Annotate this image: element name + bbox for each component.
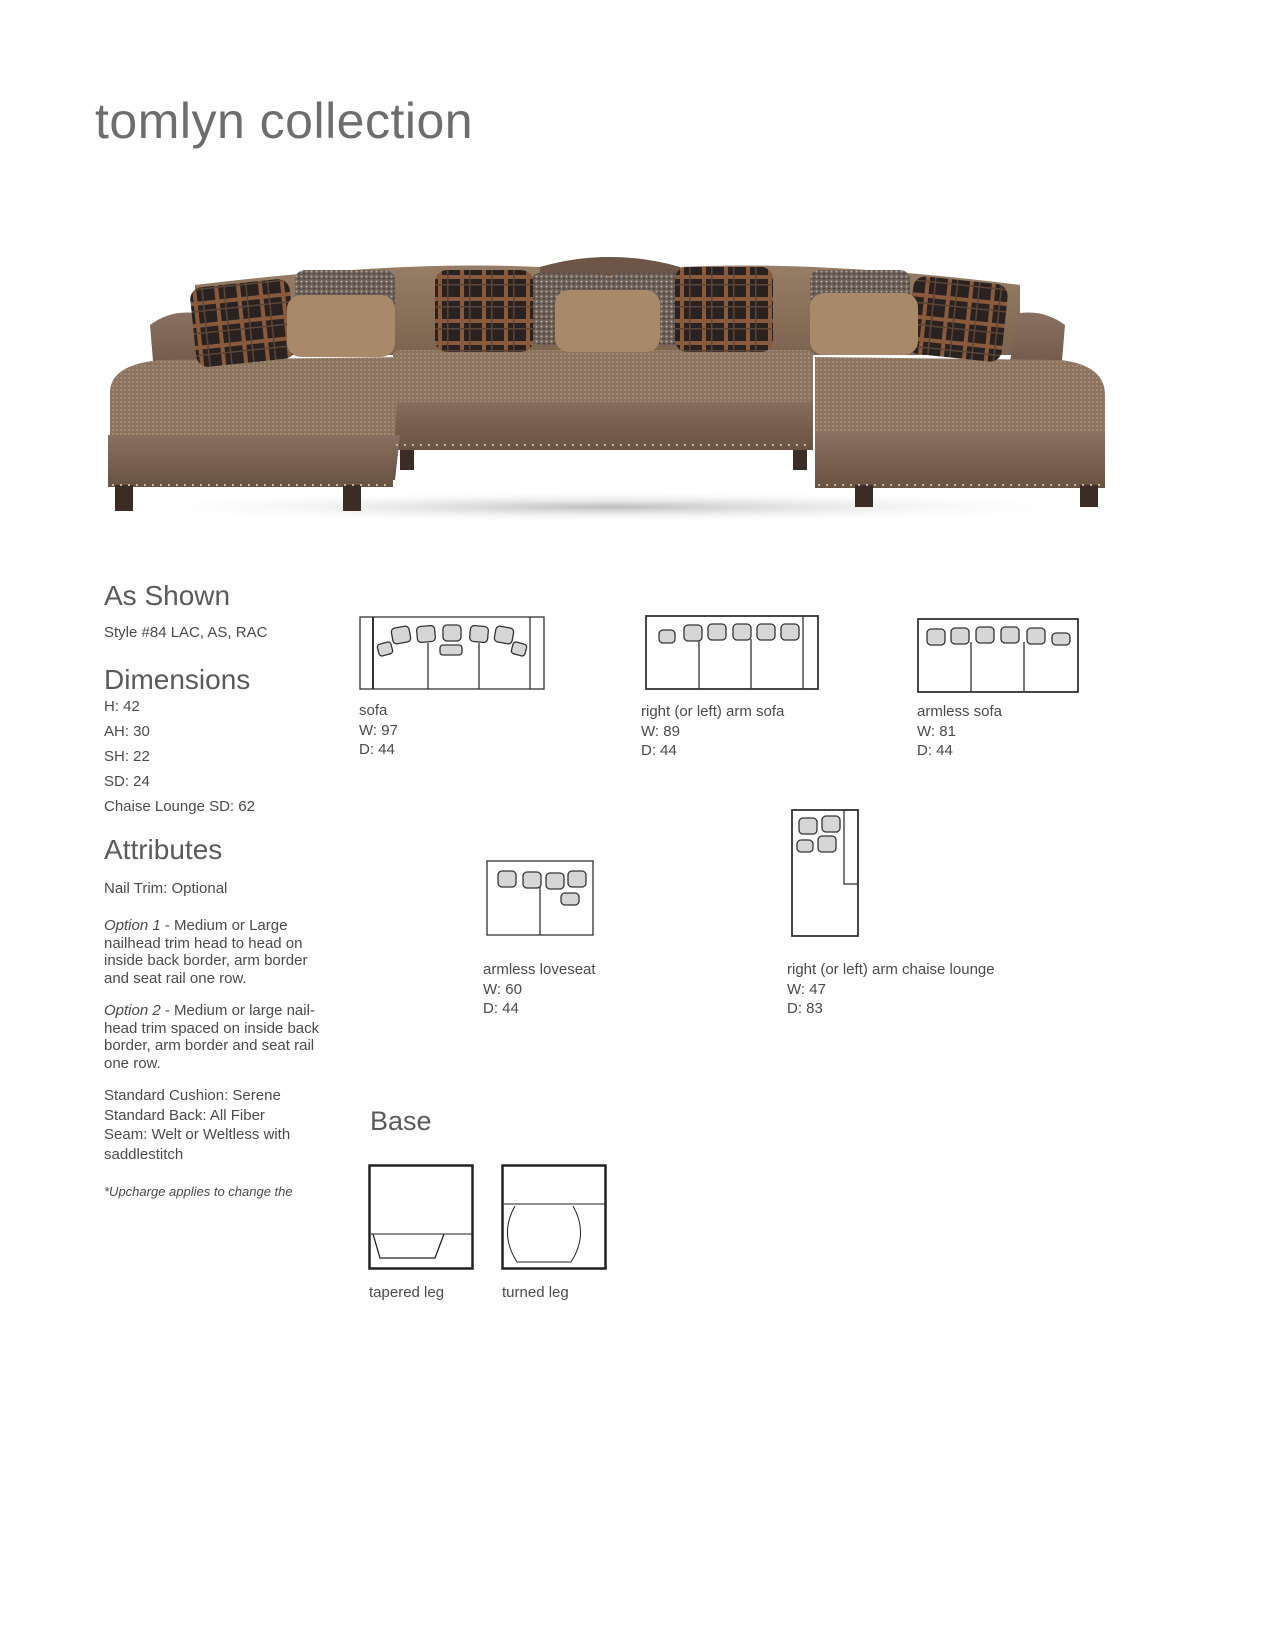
sofa-diagram (359, 615, 547, 693)
seam: Seam: Welt or Weltless with saddlestitch (104, 1126, 291, 1163)
option-2-text: - Medium or large nail-head trim spaced on inside back border, arm border and seat rail one row. (104, 1002, 320, 1072)
armless-sofa-caption (917, 702, 1002, 761)
base-heading: Base (370, 1106, 432, 1136)
piece-name: armless sofa (917, 703, 1003, 720)
dimensions-heading: Dimensions (104, 664, 251, 695)
piece-depth: D: 44 (641, 742, 677, 759)
chaise-caption (787, 960, 995, 1019)
tapered-leg-label: tapered leg (369, 1284, 445, 1301)
piece-width: W: 47 (787, 980, 826, 998)
standards (104, 1086, 314, 1164)
piece-width: W: 81 (917, 722, 956, 740)
armless-sofa-diagram (917, 617, 1081, 695)
option-1 (104, 917, 326, 987)
standard-cushion: Standard Cushion: Serene (104, 1087, 281, 1104)
dimension-item: SD: 24 (104, 773, 150, 790)
piece-name: right (or left) arm sofa (641, 703, 785, 720)
option-1-label: Option 1 (104, 917, 161, 934)
dimension-item: SH: 22 (104, 748, 150, 765)
piece-name: right (or left) arm chaise lounge (787, 961, 995, 978)
arm-sofa-caption (641, 702, 784, 761)
option-1-text: - Medium or Large nailhead trim head to head on inside back border, arm border and seat rail one row. (104, 917, 308, 987)
tapered-leg-diagram (368, 1164, 476, 1272)
dimension-item: H: 42 (104, 698, 140, 715)
option-2-label: Option 2 (104, 1002, 161, 1019)
piece-name: sofa (359, 702, 388, 719)
piece-depth: D: 83 (787, 1000, 823, 1017)
piece-width: W: 60 (483, 980, 522, 998)
dimension-item: Chaise Lounge SD: 62 (104, 798, 255, 815)
loveseat-caption (483, 960, 596, 1019)
page-title: tomlyn collection (95, 93, 474, 149)
attributes-heading: Attributes (104, 834, 223, 865)
piece-depth: D: 44 (483, 1000, 519, 1017)
chaise-diagram (790, 808, 862, 940)
standard-back: Standard Back: All Fiber (104, 1106, 265, 1124)
nail-trim: Nail Trim: Optional (104, 880, 228, 897)
sofa-caption (359, 701, 398, 760)
option-2 (104, 1002, 326, 1072)
piece-width: W: 89 (641, 722, 680, 740)
product-photo (100, 245, 1120, 530)
turned-leg-diagram (501, 1164, 609, 1272)
piece-depth: D: 44 (359, 741, 395, 758)
as-shown-heading: As Shown (104, 580, 231, 611)
upcharge-note: *Upcharge applies to change the (104, 1184, 293, 1199)
style-number: Style #84 LAC, AS, RAC (104, 624, 268, 641)
piece-depth: D: 44 (917, 742, 953, 759)
piece-name: armless loveseat (483, 961, 596, 978)
turned-leg-label: turned leg (502, 1284, 569, 1301)
piece-width: W: 97 (359, 721, 398, 739)
dimensions-list (104, 694, 255, 819)
loveseat-diagram (486, 860, 596, 938)
arm-sofa-diagram (645, 614, 821, 692)
dimension-item: AH: 30 (104, 723, 150, 740)
